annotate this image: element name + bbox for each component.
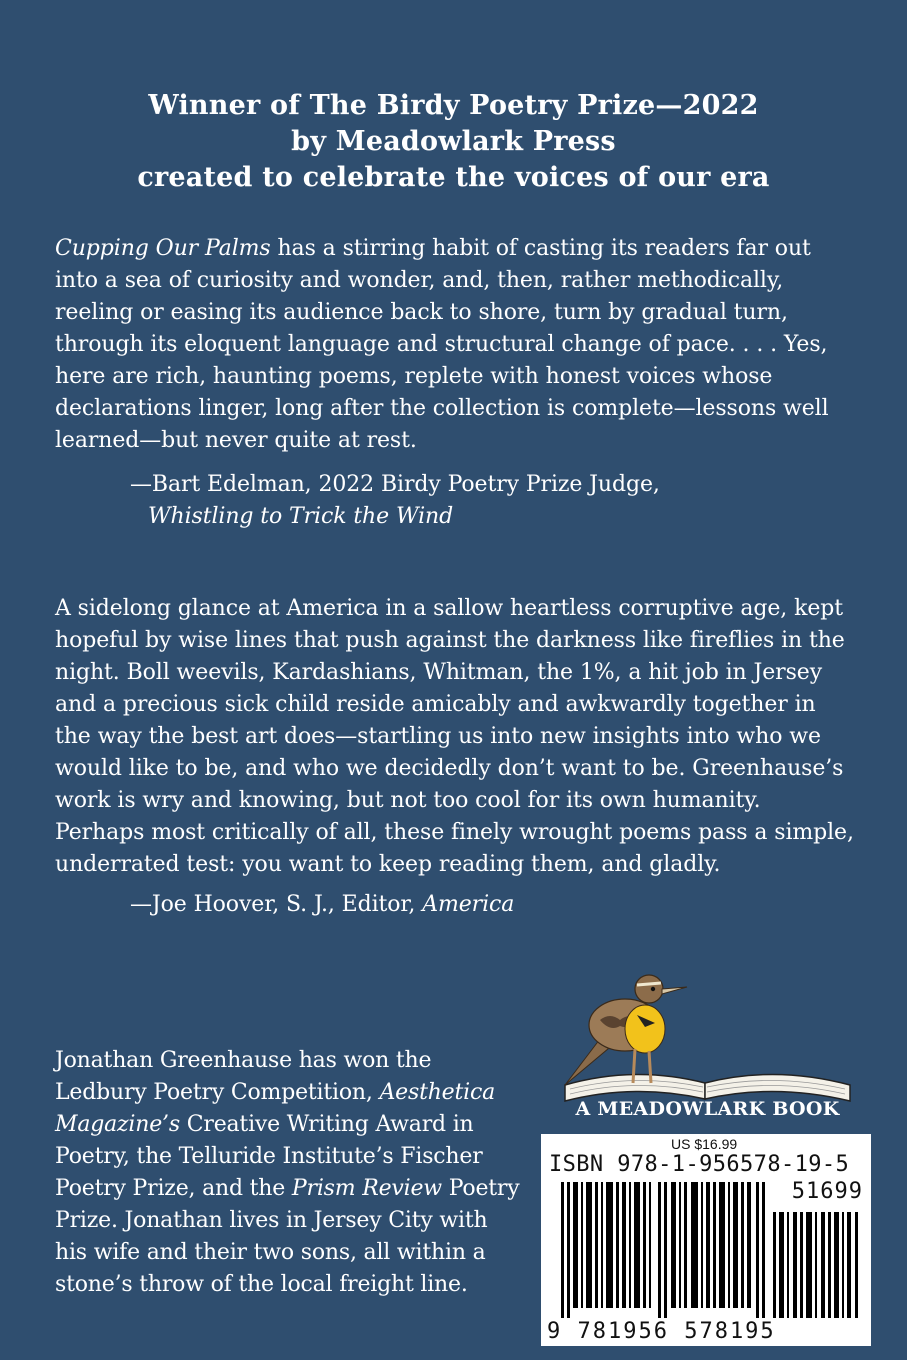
isbn: ISBN 978-1-956578-19-5 [549, 1152, 850, 1177]
book-title: Cupping Our Palms [55, 236, 271, 261]
supplement-code: 51699 [791, 1179, 863, 1204]
supplement-barcode [773, 1212, 861, 1318]
barcode-panel [541, 1134, 871, 1346]
ean-number: 9 781956 578195 [547, 1319, 776, 1344]
award-line-3: created to celebrate the voices of our era [137, 162, 770, 193]
award-line-2: by Meadowlark Press [291, 126, 616, 157]
review-1 [55, 233, 855, 457]
award-line-1: Winner of The Birdy Poetry Prize—2022 [148, 90, 759, 121]
meadowlark-on-book-icon [545, 965, 875, 1105]
review-1-attribution: —Bart Edelman, 2022 Birdy Poetry Prize Judge, [130, 472, 660, 497]
publication-title: America [422, 892, 515, 917]
publisher-label: A MEADOWLARK BOOK [575, 1098, 840, 1120]
review-2-attribution: —Joe Hoover, S. J., Editor, America [130, 892, 515, 917]
price: US $16.99 [671, 1136, 738, 1152]
review-1-text: has a stirring habit of casting its readers far out into a sea of curiosity and wonder, and, then, rather methodically, reeling or easing its audience back to shore, turn by gradual turn, through its eloquent language and structural change of pace. . . . Yes, here are rich, haunting poems, replete with honest voices whose declarations linger, long after the collection is complete—lessons well learned—but never quite at rest. [55, 236, 829, 453]
award-header [0, 88, 907, 196]
review-1-attribution-book: Whistling to Trick the Wind [148, 504, 454, 529]
author-bio: Jonathan Greenhause has won the Ledbury Poetry Competition, Aesthetica Magazine’s Creative Writing Award in Poetry, the Telluride Institute’s Fischer Poetry Prize, and the Prism Review Poetry Prize. Jonathan lives in Jersey City with his wife and their two sons, all within a stone’s throw of the local freight line. [55, 1048, 520, 1297]
ean-barcode [561, 1182, 766, 1318]
review-2: A sidelong glance at America in a sallow heartless corruptive age, kept hopeful by wise lines that push against the darkness like fireflies in the night. Boll weevils, Kardashians, Whitman, the 1%, a hit job in Jersey and a precious sick child reside amicably and awkwardly together in the way the best art does—startling us into new insights into who we would like to be, and who we decidedly don’t want to be. Greenhause’s work is wry and knowing, but not too cool for its own humanity. Perhaps most critically of all, these finely wrought poems pass a simple, underrated test: you want to keep reading them, and gladly. [55, 596, 854, 877]
